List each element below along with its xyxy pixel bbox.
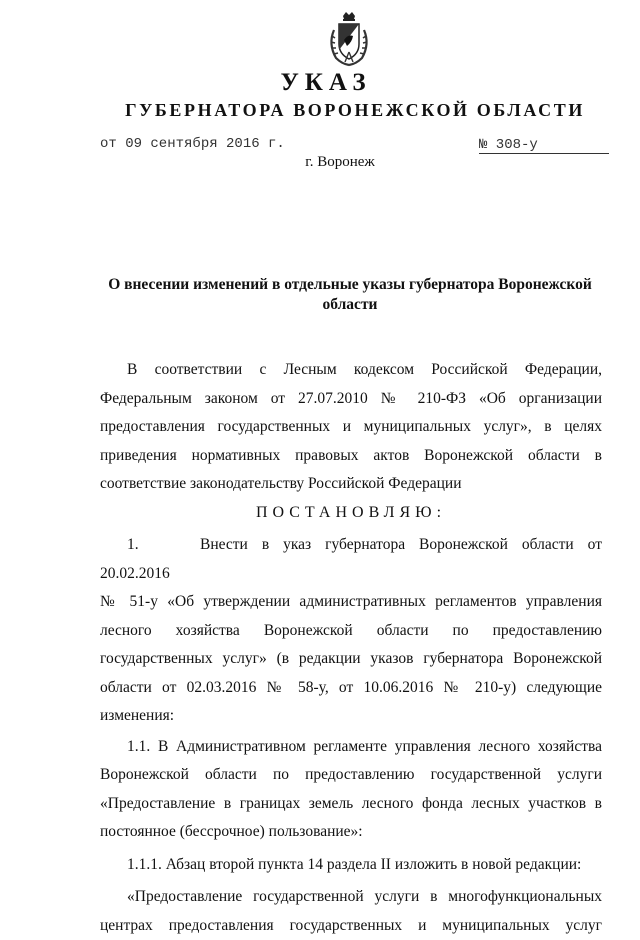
preamble-line: Федеральным законом от 27.07.2010 № 210-ФЗ «Об организации bbox=[100, 385, 602, 414]
quote-line: «Предоставление государственной услуги в многофункциональных bbox=[100, 883, 602, 912]
clause-line: № 51-у «Об утверждении административных регламентов управления bbox=[100, 588, 602, 617]
quote-line: центрах предоставления государственных и муниципальных услуг bbox=[100, 912, 602, 940]
subclause-line: постоянное (бессрочное) пользование»: bbox=[100, 818, 602, 847]
coat-of-arms-icon bbox=[326, 10, 372, 68]
subject-line: области bbox=[95, 295, 605, 315]
clause-text: Внести в указ губернатора Воронежской области от 20.02.2016 bbox=[100, 536, 602, 582]
preamble-line: В соответствии с Лесным кодексом Российской Федерации, bbox=[100, 356, 602, 385]
clause-line: области от 02.03.2016 № 58-у, от 10.06.2016 № 210-у) следующие изменения: bbox=[100, 674, 602, 731]
document-number: № 308-у bbox=[479, 137, 609, 154]
subject-line: О внесении изменений в отдельные указы губернатора Воронежской bbox=[95, 275, 605, 295]
document-date: от 09 сентября 2016 г. bbox=[100, 136, 285, 152]
decree-word: ПОСТАНОВЛЯЮ: bbox=[100, 499, 602, 528]
subclause-line: 1.1. В Административном регламенте управления лесного хозяйства bbox=[100, 733, 602, 762]
subsubclause-line: 1.1.1. Абзац второй пункта 14 раздела II изложить в новой редакции: bbox=[100, 851, 602, 880]
subclause-line: «Предоставление в границах земель лесного фонда лесных участков в bbox=[100, 790, 602, 819]
preamble-line: приведения нормативных правовых актов Воронежской области в bbox=[100, 442, 602, 471]
document-body bbox=[100, 356, 602, 940]
document-subject bbox=[95, 275, 605, 315]
subclause-line: Воронежской области по предоставлению государственной услуги bbox=[100, 761, 602, 790]
document-city: г. Воронеж bbox=[0, 154, 640, 171]
clause-line: лесного хозяйства Воронежской области по предоставлению bbox=[100, 617, 602, 646]
document-type: УКАЗ bbox=[0, 69, 640, 97]
clause-number: 1. bbox=[127, 531, 200, 560]
preamble-line: предоставления государственных и муниципальных услуг», в целях bbox=[100, 413, 602, 442]
preamble-line: соответствие законодательству Российской Федерации bbox=[100, 470, 602, 499]
issuer-title: ГУБЕРНАТОРА ВОРОНЕЖСКОЙ ОБЛАСТИ bbox=[0, 100, 640, 121]
clause-line: государственных услуг» (в редакции указов губернатора Воронежской bbox=[100, 645, 602, 674]
clause-line bbox=[100, 531, 602, 588]
